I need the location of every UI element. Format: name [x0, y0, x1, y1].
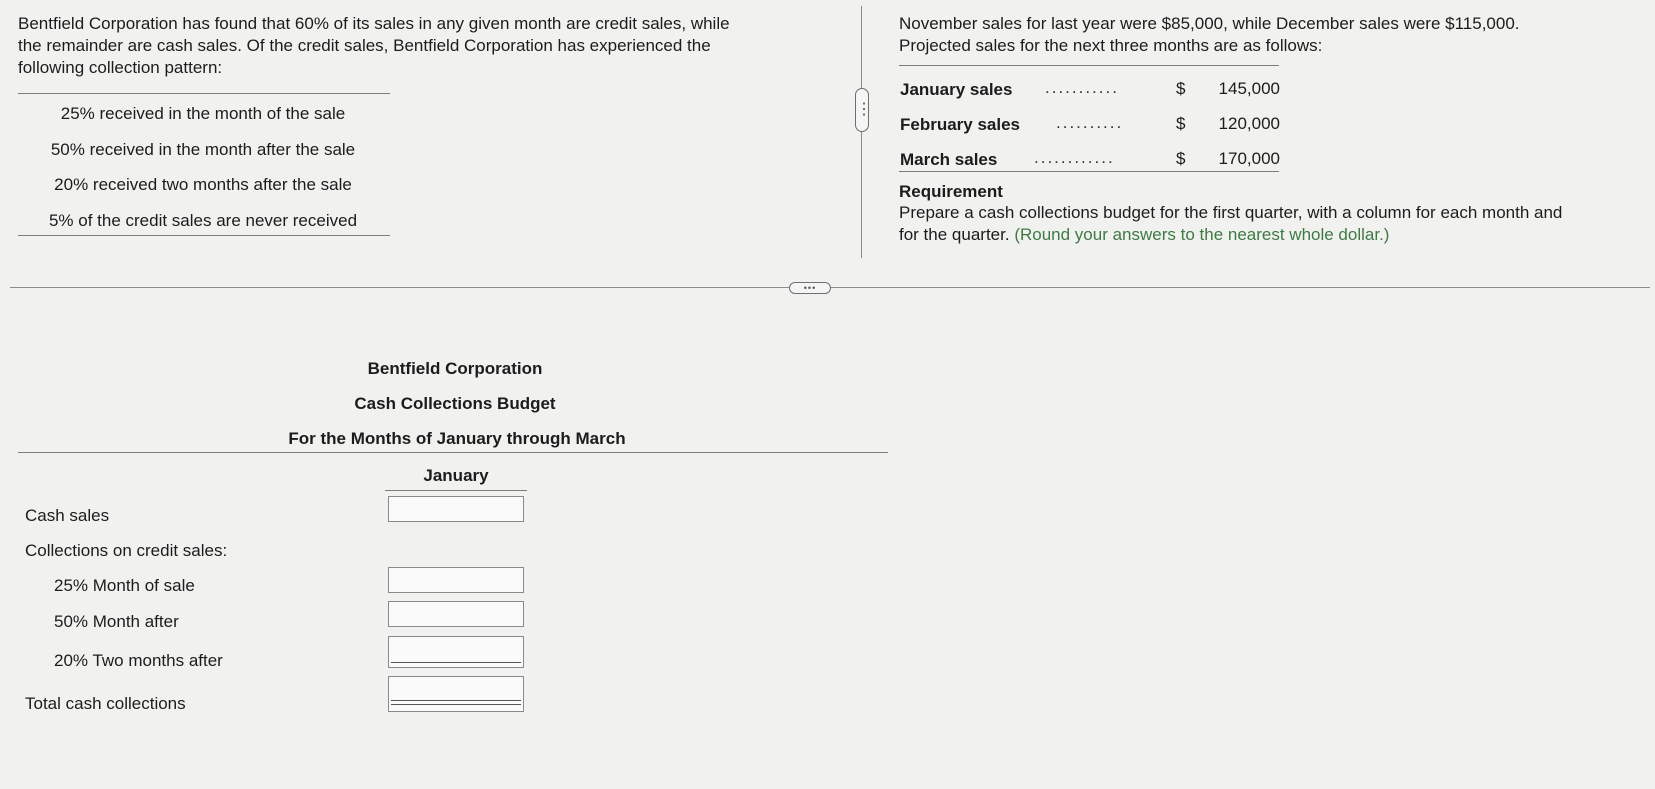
- row-label-month-after: 50% Month after: [54, 612, 179, 631]
- subtotal-rule: [391, 662, 521, 663]
- pattern-bottom-rule: [18, 235, 390, 236]
- panel-divider: [861, 6, 862, 258]
- intro-line-3: following collection pattern:: [18, 58, 223, 77]
- sales-intro-line-1: November sales for last year were $85,000, while December sales were $115,000.: [899, 14, 1520, 33]
- requirement-line-2: [899, 224, 1644, 246]
- january-sales-label: January sales: [900, 80, 1013, 99]
- budget-header-rule: [18, 452, 888, 453]
- row-label-collections-heading: Collections on credit sales:: [25, 541, 228, 560]
- requirement-heading: Requirement: [899, 182, 1003, 201]
- march-sales-amount: 170,000: [1218, 149, 1280, 168]
- january-sales-amount: 145,000: [1218, 79, 1280, 98]
- problem-intro: [18, 13, 808, 79]
- currency-symbol: $: [1176, 79, 1186, 98]
- column-header-january: January: [423, 466, 489, 485]
- row-label-total: Total cash collections: [25, 694, 186, 713]
- currency-symbol: $: [1176, 114, 1186, 133]
- row-label-two-months-after: 20% Two months after: [54, 651, 223, 670]
- march-sales-label: March sales: [900, 150, 998, 169]
- rounding-note: (Round your answers to the nearest whole dollar.): [1014, 225, 1390, 244]
- pattern-item-50: 50% received in the month after the sale: [50, 140, 356, 159]
- leader-dots: ............: [1034, 148, 1115, 167]
- two-months-after-input[interactable]: [388, 636, 524, 668]
- total-cash-collections-input[interactable]: [388, 676, 524, 712]
- total-double-rule-bottom: [391, 704, 521, 705]
- leader-dots: ...........: [1045, 78, 1119, 97]
- horizontal-resize-handle[interactable]: [789, 282, 831, 294]
- currency-symbol: $: [1176, 149, 1186, 168]
- requirement-text: [899, 202, 1644, 246]
- sales-intro: [899, 13, 1639, 57]
- drag-dots-icon: •••: [803, 283, 817, 293]
- row-label-month-of-sale: 25% Month of sale: [54, 576, 195, 595]
- sales-top-rule: [899, 65, 1279, 66]
- total-double-rule-top: [391, 700, 521, 701]
- sales-bottom-rule: [899, 171, 1279, 172]
- requirement-line-2-text: for the quarter.: [899, 225, 1010, 244]
- requirement-line-1: Prepare a cash collections budget for the first quarter, with a column for each month and: [899, 203, 1563, 222]
- row-label-cash-sales: Cash sales: [25, 506, 110, 525]
- february-sales-label: February sales: [900, 115, 1021, 134]
- pattern-item-25: 25% received in the month of the sale: [60, 104, 346, 123]
- drag-dots-icon: ⋮: [856, 101, 872, 118]
- pattern-top-rule: [18, 93, 390, 94]
- month-after-input[interactable]: [388, 601, 524, 627]
- column-header-rule: [385, 490, 527, 491]
- cash-sales-input[interactable]: [388, 496, 524, 522]
- intro-line-1: Bentfield Corporation has found that 60% of its sales in any given month are credit sales, while: [18, 14, 730, 33]
- budget-title: Cash Collections Budget: [354, 394, 556, 413]
- pattern-item-20: 20% received two months after the sale: [54, 175, 352, 194]
- pattern-item-5: 5% of the credit sales are never received: [48, 211, 358, 230]
- intro-line-2: the remainder are cash sales. Of the credit sales, Bentfield Corporation has experienced the: [18, 36, 711, 55]
- month-of-sale-input[interactable]: [388, 567, 524, 593]
- vertical-resize-handle[interactable]: [855, 88, 872, 132]
- leader-dots: ..........: [1056, 113, 1124, 132]
- budget-company: Bentfield Corporation: [367, 359, 543, 378]
- sales-intro-line-2: Projected sales for the next three months are as follows:: [899, 36, 1323, 55]
- budget-period: For the Months of January through March: [288, 429, 626, 448]
- february-sales-amount: 120,000: [1218, 114, 1280, 133]
